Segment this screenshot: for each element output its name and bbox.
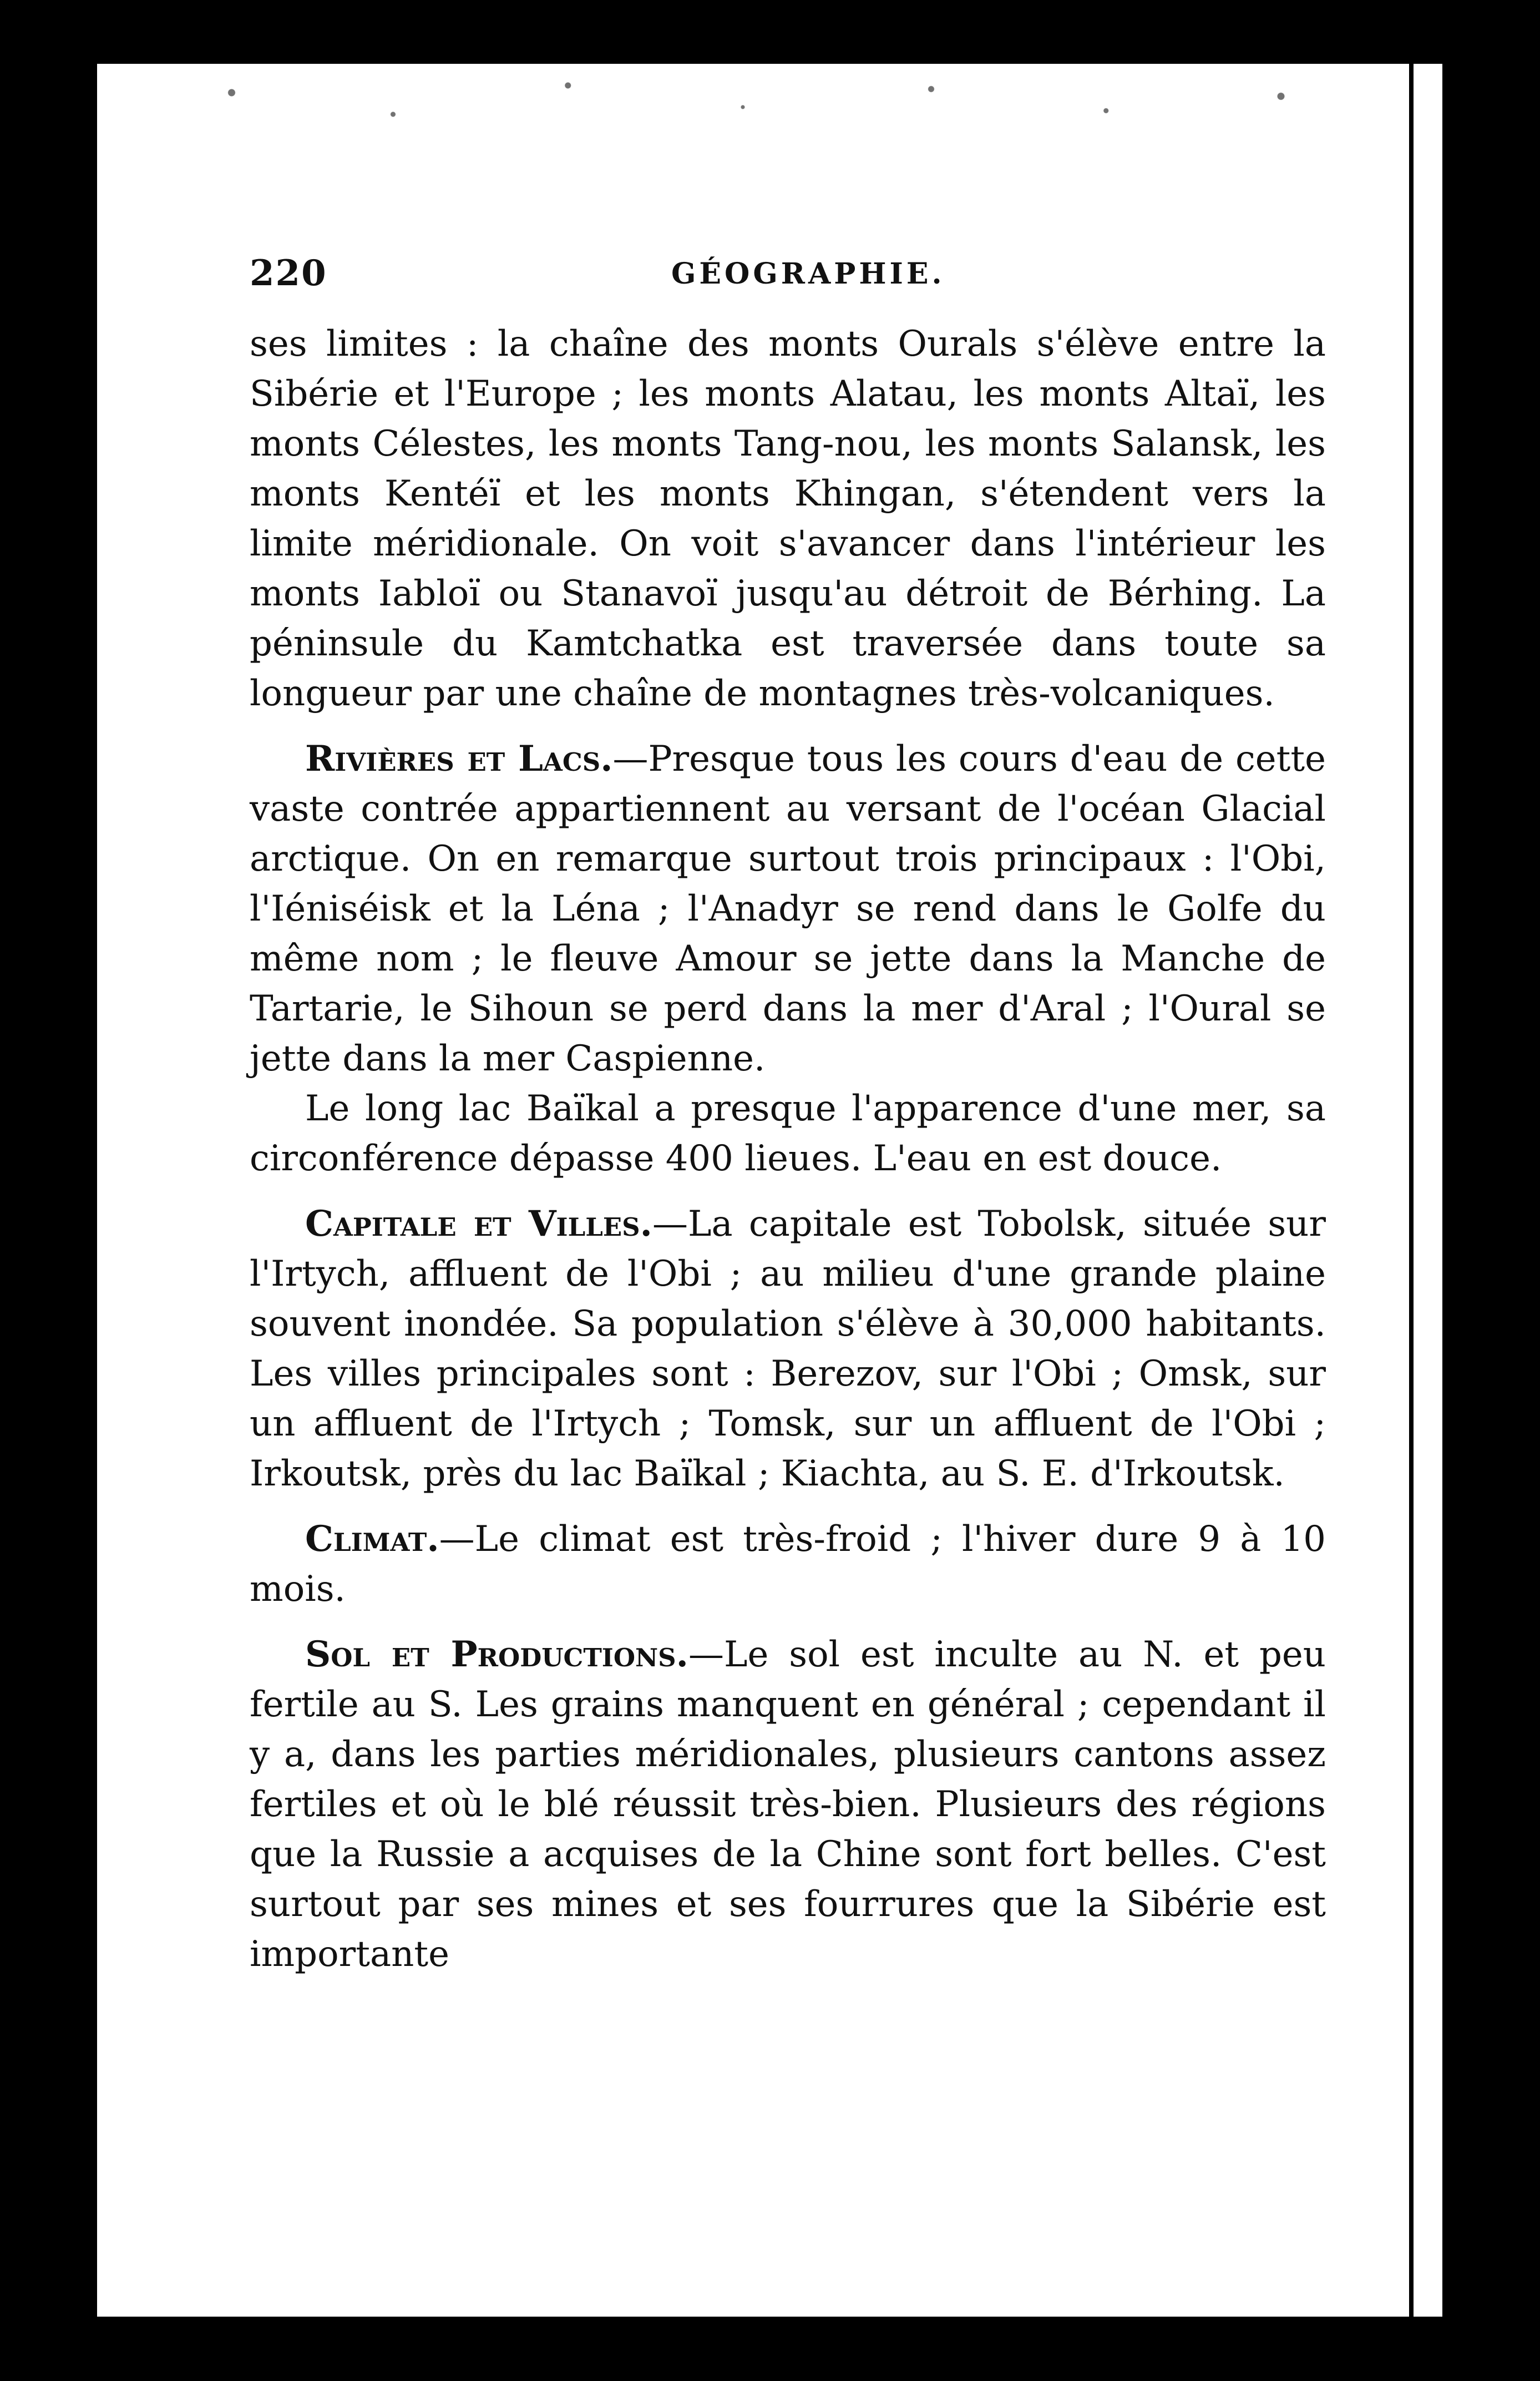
paragraph-climate: [250, 1514, 1326, 1614]
paragraph-text: ses limites : la chaîne des monts Ourals s'élève entre la Sibérie et l'Europe ; les monts Alatau, les monts Altaï, les monts Célestes, les monts Tang-nou, les monts Salansk, les monts Kentéï et les monts Khingan, s'étendent vers la limite méridionale. On voit s'avancer dans l'intérieur les monts Iabloï ou Stanavoï jusqu'au détroit de Bérhing. La péninsule du Kamtchatka est traversée dans toute sa longueur par une chaîne de montagnes très-volcaniques.: [250, 323, 1326, 714]
section-heading-rivers-lakes: Rivières et Lacs.: [305, 738, 613, 780]
paragraph-text: Le long lac Baïkal a presque l'apparence d'une mer, sa circonférence dépasse 400 lieues. L'eau en est douce.: [250, 1088, 1326, 1179]
page-content: [250, 252, 1326, 1979]
adjacent-page-edge: [1409, 64, 1442, 2317]
paragraph-text: —La capitale est Tobolsk, située sur l'Irtych, affluent de l'Obi ; au milieu d'une grande plaine souvent inondée. Sa population s'élève à 30,000 habitants. Les villes principales sont : Berezov, sur l'Obi ; Omsk, sur un affluent de l'Irtych ; Tomsk, sur un affluent de l'Obi ; Irkoutsk, près du lac Baïkal ; Kiachta, au S. E. d'Irkoutsk.: [250, 1204, 1326, 1494]
section-heading-climate: Climat.: [305, 1518, 439, 1560]
paragraph-rivers-lakes: [250, 734, 1326, 1084]
paragraph-soil-productions: [250, 1630, 1326, 1979]
paragraph-text: —Presque tous les cours d'eau de cette vaste contrée appartiennent au versant de l'océan Glacial arctique. On en remarque surtout trois principaux : l'Obi, l'Iéniséisk et la Léna ; l'Anadyr se rend dans le Golfe du même nom ; le fleuve Amour se jette dans la Manche de Tartarie, le Sihoun se perd dans la mer d'Aral ; l'Oural se jette dans la mer Caspienne.: [250, 739, 1326, 1079]
book-page: [97, 64, 1442, 2317]
page-number: 220: [250, 252, 327, 294]
paragraph-mountains: [250, 319, 1326, 719]
section-heading-capital-cities: Capitale et Villes.: [305, 1203, 652, 1245]
paragraph-capital-cities: [250, 1199, 1326, 1499]
page-header: [250, 252, 1326, 319]
scan-edge-noise: [97, 64, 1442, 136]
section-heading-soil-productions: Sol et Productions.: [305, 1634, 688, 1675]
paragraph-text: —Le climat est très-froid ; l'hiver dure 9 à 10 mois.: [250, 1519, 1326, 1610]
paragraph-text: —Le sol est inculte au N. et peu fertile au S. Les grains manquent en général ; cependant il y a, dans les parties méridionales, plusieurs cantons assez fertiles et où le blé réussit très-bien. Plusieurs des régions que la Russie a acquises de la Chine sont fort belles. C'est surtout par ses mines et ses fourrures que la Sibérie est importante: [250, 1634, 1326, 1975]
paragraph-baikal: [250, 1084, 1326, 1184]
running-title: GÉOGRAPHIE.: [671, 257, 945, 291]
